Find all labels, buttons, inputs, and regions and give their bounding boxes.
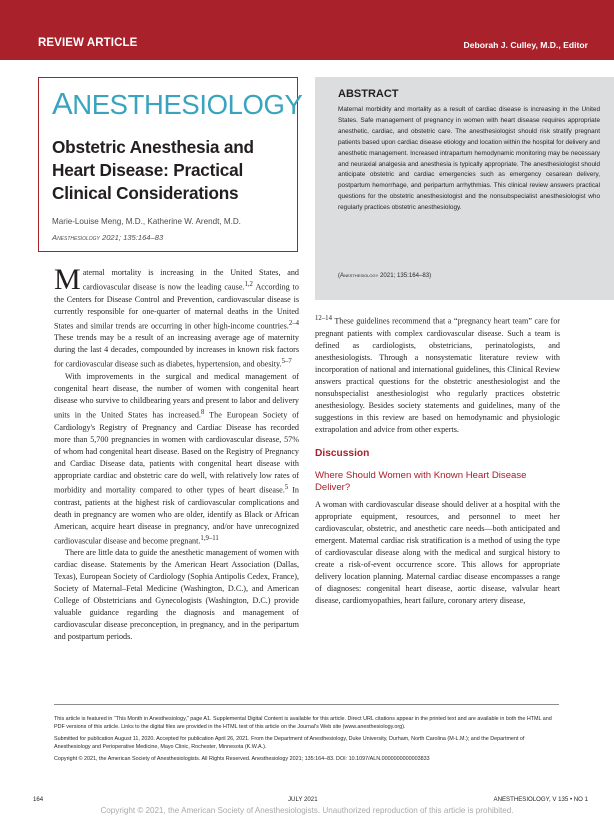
author-list: Marie-Louise Meng, M.D., Katherine W. Arendt, M.D. — [52, 217, 241, 226]
copyright-notice: Copyright © 2021, the American Society of Anesthesiologists. Unauthorized reproduction of this article is prohibited. — [100, 806, 514, 815]
journal-logo: ANESTHESIOLOGY — [52, 86, 303, 121]
editor-credit: Deborah J. Culley, M.D., Editor — [463, 40, 588, 50]
body-column-left — [54, 263, 299, 643]
body-paragraph: With improvements in the surgical and medical management of congenital heart disease, the number of women with congenital heart disease who survive to childbearing years and present to labor and delivery units in the United States has increased.$^8$ The European Society of Cardiology's Registry of Pregnancy and Cardiac Disease has recorded more than 5,700 pregnancies in women with cardiovascular disease, 57% of whom had congenital heart disease. Based on the Registry of Pregnancy and Cardiac Disease data, patients with congenital heart disease with appropriate cardiac and obstetric care do well, with relatively low rates of morbidity and mortality compared to other types of heart disease.$^5$ In contrast, patients at the highest risk of cardiovascular complications and death in pregnancy are women who are older, identify as Black or African American, acquire heart disease in pregnancy, and/or have unrecognized cardiovascular disease and become pregnant.$^{1,9-11}$ — [54, 372, 299, 546]
abstract-text: Maternal morbidity and mortality as a result of cardiac disease is increasing in the United States. Safe management of pregnancy in women with heart disease requires appropriate anesthetic, cardiac, and obstetric care. The anesthesiologist should risk stratify pregnant patients based upon cardiac disease etiology and location within the hospital for delivery and anesthetic management. Increased intrapartum hemodynamic monitoring may be necessary and neuraxial analgesia and anesthesia is typically appropriate. The anesthesiologist should anticipate obstetric and cardiac emergencies such as emergency cesarean delivery, postpartum hemorrhage, and peripartum arrhythmias. This clinical review answers practical questions for the obstetric anesthesiologist and the nonsubspecialist anesthesiologist who regularly practices obstetric anesthesiology. — [338, 106, 600, 212]
footnote: Submitted for publication August 11, 2020. Accepted for publication April 26, 2021. From the Department of Anesthesiology, Duke University, Durham, North Carolina (M-L.M.); and the Department of Anesthesiology and Perioperative Medicine, Mayo Clinic, Rochester, Minnesota (K.W.A.). — [54, 736, 525, 751]
issue-date: JULY 2021 — [288, 796, 318, 803]
body-paragraph: Maternal mortality is increasing in the United States, and cardiovascular disease is now the leading cause.$^{1,2}$ According to the Centers for Disease Control and Prevention, cardiovascular disease is currently responsible for one-quarter of maternal deaths in the United States and similar trends are occurring in other high-income countries.$^{2-4}$ These trends may be a result of an increasing average age of maternity during the last 4 decades, compounded by increases in known risk factors for cardiovascular disease such as diabetes, hypertension, and obesity.$^{5-7}$ — [54, 263, 299, 370]
title-box — [38, 77, 303, 252]
abstract-panel — [315, 77, 614, 300]
footnote: Copyright © 2021, the American Society of Anesthesiologists. All Rights Reserved. Anesthesiology 2021; 135:164–83. DOI: 10.1097/ALN.0000000000003833 — [54, 756, 430, 762]
article-title: Obstetric Anesthesia and Heart Disease: Practical Clinical Considerations — [52, 137, 254, 203]
body-paragraph: There are little data to guide the anesthetic management of women with cardiac disease. Statements by the American Heart Association (Dallas, Texas), European Society of Cardiology (Sophia Antipolis Cedex, France), Society of Maternal–Fetal Medicine (Washington, D.C.), and American College of Obstetricians and Gynecologists (Washington, D.C.) provide valuable guidance regarding the diagnosis and management of cardiovascular disease preconception, in pregnancy, and in the peripartum and postpartum periods. — [54, 548, 299, 642]
abstract-citation: (Anesthesiology 2021; 135:164–83) — [338, 272, 432, 279]
footnote: This article is featured in “This Month in Anesthesiology,” page A1. Supplemental Digital Content is available for this article. Direct URL citations appear in the printed text and are available in both the HTML and PDF versions of this article. Links to the digital files are provided in the HTML text of this article on the Journal's Web site (www.anesthesiology.org). — [54, 716, 552, 731]
footnotes — [54, 715, 560, 763]
journal-citation: Anesthesiology 2021; 135:164–83 — [52, 233, 164, 242]
footnote-divider — [54, 704, 559, 705]
body-column-right — [315, 313, 560, 607]
body-paragraph: $^{12-14}$ These guidelines recommend that a “pregnancy heart team” care for pregnant patients with complex cardiovascular disease. Such a team is defined as cardiologists, obstetricians, perinatologists, and anesthesiologists. Through a nonsystematic literature review with incorporation of national and international guidelines, this Clinical Review answers practical questions for the obstetric anesthesiologist and the nonsubspecialist anesthesiologist who regularly practices obstetric anesthesiology. Besides society statements and guidelines, many of the suggestions in this review are based on hemodynamic and physiologic extrapolation and advice from other experts. — [315, 315, 560, 434]
drop-cap: M — [54, 263, 81, 296]
body-paragraph: A woman with cardiovascular disease should deliver at a hospital with the appropriate equipment, resources, and personnel to meet her cardiovascular, obstetric, and anesthetic care needs—both anticipated and emergent. Maternal cardiac risk stratification is a method of using the type of cardiovascular disease along with the medical and surgical history to create a risk-of-event occurrence score. This allows for appropriate delivery location planning. Maternal cardiac disease encompasses a range of diagnoses: congenital heart disease, aortic disease, valvular heart disease, cardiomyopathies, heart failure, coronary artery disease, — [315, 499, 560, 605]
article-header-band — [0, 0, 614, 60]
article-type-label: REVIEW ARTICLE — [38, 37, 138, 49]
page-number: 164 — [33, 796, 44, 803]
abstract-heading: ABSTRACT — [338, 88, 399, 100]
section-heading: Discussion — [315, 447, 370, 459]
subsection-heading: Where Should Women with Known Heart Disease Deliver? — [315, 469, 527, 494]
journal-issue: ANESTHESIOLOGY, V 135 • NO 1 — [493, 796, 588, 803]
